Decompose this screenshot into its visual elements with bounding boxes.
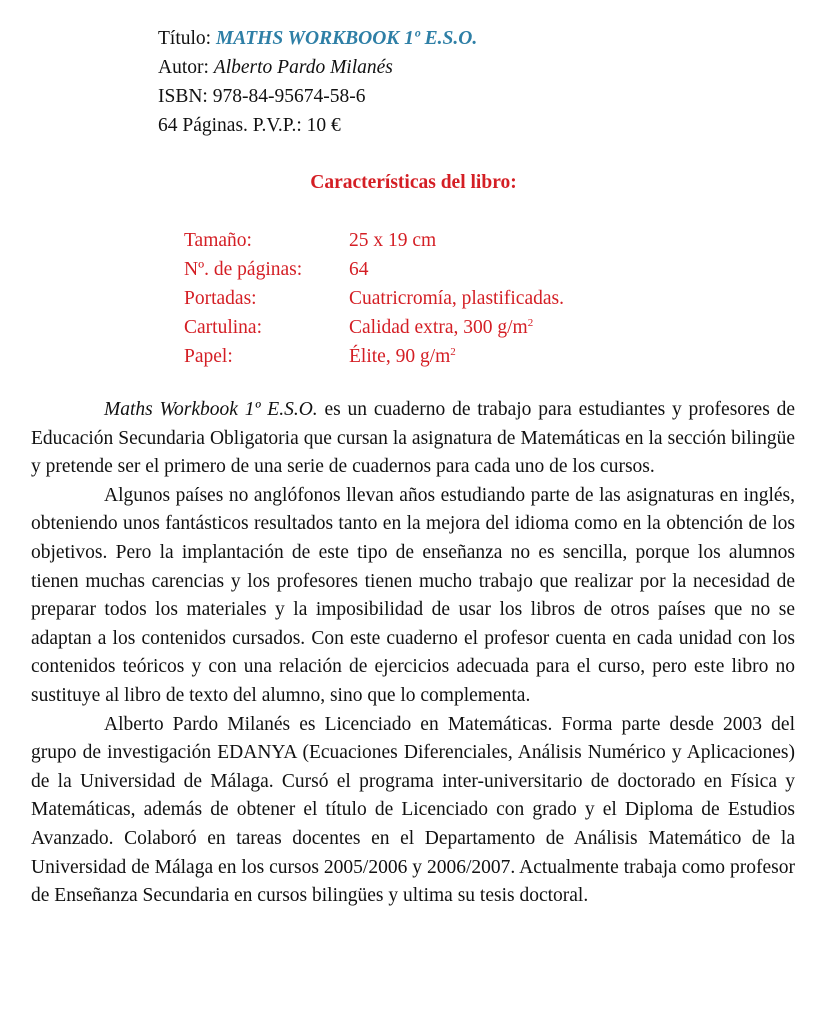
paragraph-author-bio: Alberto Pardo Milanés es Licenciado en Matemáticas. Forma parte desde 2003 del grupo de investigación EDANYA (Ecuaciones Diferenciales, Análisis Numérico y Aplicaciones) de la Universidad de Málaga. Cursó el programa inter-universitario de doctorado en Física y Matemáticas, además de obtener el título de Licenciado con grado y el Diploma de Estudios Avanzado. Colaboró en tareas docentes en el Departamento de Análisis Matemático de la Universidad de Málaga en los cursos 2005/2006 y 2006/2007. Actualmente trabaja como profesor de Enseñanza Secundaria en cursos bilingües y ultima su tesis doctoral. [31, 713, 795, 907]
description-body [31, 396, 795, 911]
spec-value: Élite, 90 $g/m^2$ [349, 346, 456, 367]
spec-value: 64 [349, 259, 369, 280]
title-line [158, 24, 477, 53]
spec-label: Cartulina: [184, 317, 262, 338]
spec-label: Tamaño: [184, 230, 252, 251]
price-line: 64 Páginas. P.V.P.: 10 € [158, 115, 341, 136]
section-title: Características del libro: [310, 172, 517, 193]
spec-row [184, 284, 564, 313]
spec-row [184, 255, 564, 284]
spec-row [184, 342, 564, 371]
author-label: Autor: [158, 57, 214, 78]
specs-table [184, 226, 564, 371]
spec-value: Cuatricromía, plastificadas. [349, 288, 564, 309]
spec-value: 25 x 19 cm [349, 230, 437, 251]
book-metadata [158, 24, 477, 140]
author-name: Alberto Pardo Milanés [213, 57, 393, 78]
spec-value: Calidad extra, 300 $g/m^2$ [349, 317, 534, 338]
title-label: Título: [158, 28, 216, 49]
spec-row [184, 313, 564, 342]
isbn: ISBN: 978-84-95674-58-6 [158, 86, 366, 107]
spec-label: Portadas: [184, 288, 257, 309]
paragraph-context: Algunos países no anglófonos llevan años estudiando parte de las asignaturas en inglés, obteniendo unos fantásticos resultados tanto en la mejora del idioma como en la obtención de los objetivos. Pero la implantación de este tipo de enseñanza no es sencilla, porque los alumnos tienen muchas carencias y los profesores tienen mucho trabajo que realizar por la necesidad de preparar todos los materiales y la imposibilidad de usar los libros de otros países que no se adaptan a los contenidos cursados. Con este cuaderno el profesor cuenta en cada unidad con los contenidos teóricos y con una relación de ejercicios adecuada para el curso, pero este libro no sustituye al libro de texto del alumno, sino que lo complementa. [31, 484, 795, 706]
spec-label: Papel: [184, 346, 233, 367]
book-title: MATHS WORKBOOK 1º E.S.O. [215, 28, 478, 49]
spec-row [184, 226, 564, 255]
spec-label: Nº. de páginas: [184, 259, 303, 280]
paragraph-intro: Maths Workbook 1º E.S.O. es un cuaderno de trabajo para estudiantes y profesores de Educación Secundaria Obligatoria que cursan la asignatura de Matemáticas en la sección bilingüe y pretende ser el primero de una serie de cuadernos para cada uno de los cursos. [31, 399, 795, 478]
author-line [158, 53, 477, 82]
